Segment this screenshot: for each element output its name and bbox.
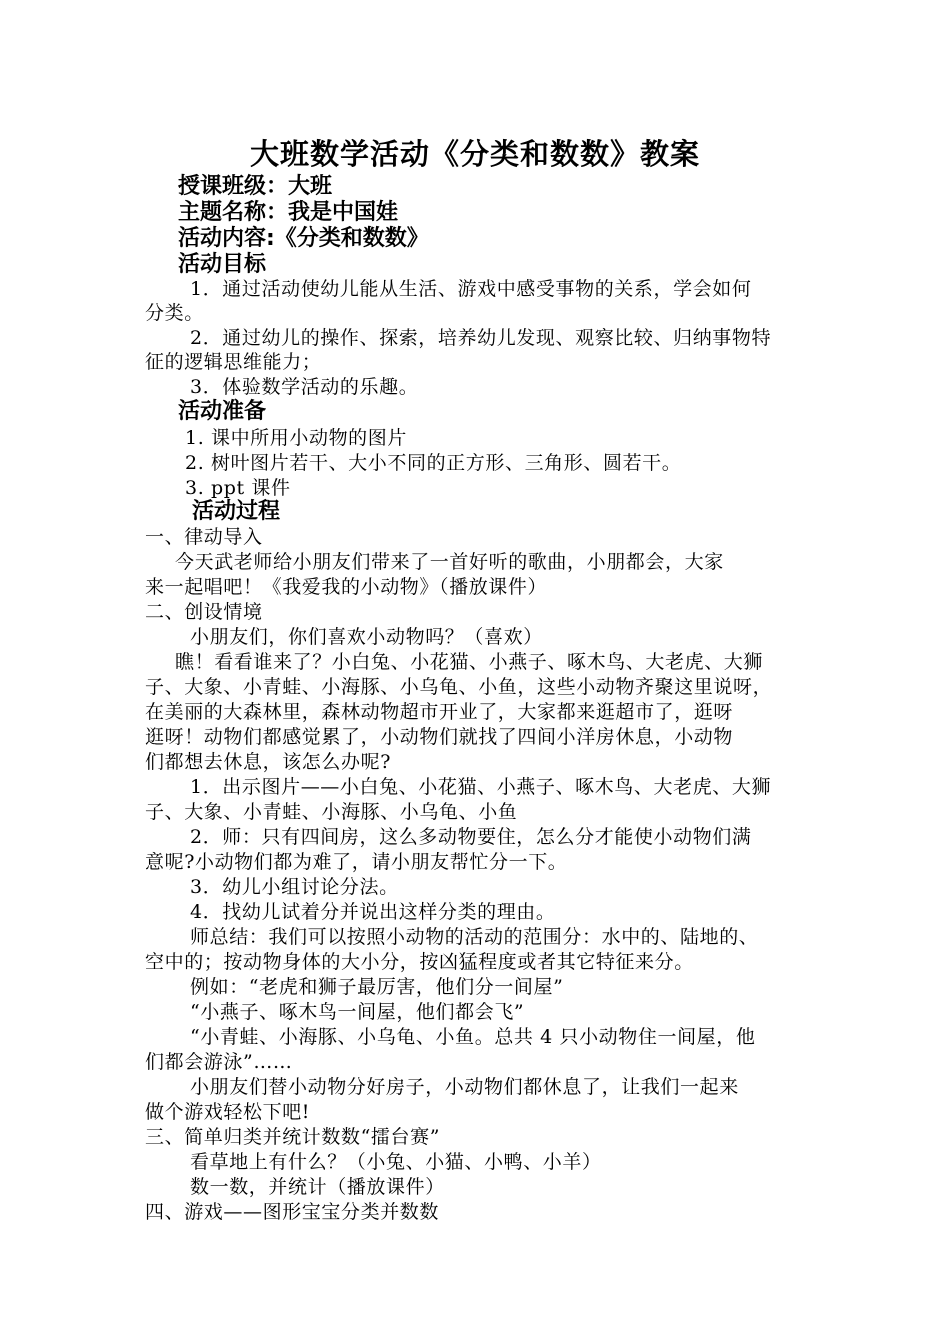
process-line: 看草地上有什么？（小兔、小猫、小鸭、小羊） [190, 1151, 602, 1173]
section-heading: 三、简单归类并统计数数“擂台赛” [145, 1126, 441, 1148]
section-heading: 二、创设情境 [145, 601, 263, 623]
process-line: 2．师：只有四间房，这么多动物要住，怎么分才能使小动物们满 [190, 826, 752, 848]
process-heading: 活动过程 [192, 499, 281, 524]
theme-info: 主题名称：我是中国娃 [178, 200, 399, 225]
goal-line: 2．通过幼儿的操作、探索，培养幼儿发现、观察比较、归纳事物特 [190, 327, 772, 349]
prep-line: 1. 课中所用小动物的图片 [185, 427, 407, 449]
process-line: 小朋友们替小动物分好房子，小动物们都休息了，让我们一起来 [190, 1076, 739, 1098]
process-line: 在美丽的大森林里，森林动物超市开业了，大家都来逛超市了，逛呀 [145, 701, 734, 723]
goal-line: 1．通过活动使幼儿能从生活、游戏中感受事物的关系，学会如何 [190, 278, 752, 300]
process-line: 瞧！看看谁来了？小白兔、小花猫、小燕子、啄木鸟、大老虎、大狮 [175, 651, 764, 673]
process-line: 空中的；按动物身体的大小分，按凶猛程度或者其它特征来分。 [145, 951, 694, 973]
content-info: 活动内容:《分类和数数》 [178, 226, 429, 251]
process-line: 来一起唱吧！《我爱我的小动物》（播放课件） [145, 576, 548, 598]
process-line: 小朋友们，你们喜欢小动物吗？（喜欢） [190, 626, 543, 648]
document-title: 大班数学活动《分类和数数》教案 [249, 137, 700, 171]
process-line: 意呢?小动物们都为难了，请小朋友帮忙分一下。 [145, 851, 568, 873]
process-line: 3．幼儿小组讨论分法。 [190, 876, 399, 898]
goal-line: 征的逻辑思维能力； [145, 351, 322, 373]
process-line: 们都会游泳”…… [145, 1051, 293, 1073]
prep-line: 2. 树叶图片若干、大小不同的正方形、三角形、圆若干。 [185, 452, 682, 474]
process-line: 师总结：我们可以按照小动物的活动的范围分：水中的、陆地的、 [190, 926, 759, 948]
process-line: 们都想去休息，该怎么办呢? [145, 751, 391, 773]
process-line: “小燕子、啄木鸟一间屋，他们都会飞” [190, 1001, 525, 1023]
class-info: 授课班级：大班 [178, 174, 333, 199]
process-line: 做个游戏轻松下吧! [145, 1101, 311, 1123]
process-line: 子、大象、小青蛙、小海豚、小乌龟、小鱼 [145, 801, 518, 823]
process-line: 逛呀！动物们都感觉累了，小动物们就找了四间小洋房休息，小动物 [145, 726, 734, 748]
process-line: 子、大象、小青蛙、小海豚、小乌龟、小鱼，这些小动物齐聚这里说呀， [145, 676, 773, 698]
process-line: 数一数，并统计（播放课件） [190, 1176, 445, 1198]
process-line: 1．出示图片——小白兔、小花猫、小燕子、啄木鸟、大老虎、大狮 [190, 776, 772, 798]
goal-line: 分类。 [145, 302, 204, 324]
goals-heading: 活动目标 [178, 252, 267, 277]
process-line: “小青蛙、小海豚、小乌龟、小鱼。总共 4 只小动物住一间屋，他 [190, 1026, 756, 1048]
process-line: 4．找幼儿试着分并说出这样分类的理由。 [190, 901, 556, 923]
section-heading: 四、游戏——图形宝宝分类并数数 [145, 1201, 440, 1223]
prep-heading: 活动准备 [178, 399, 267, 424]
goal-line: 3．体验数学活动的乐趣。 [190, 376, 419, 398]
process-line: 例如：“老虎和狮子最厉害，他们分一间屋” [190, 976, 564, 998]
process-line: 今天武老师给小朋友们带来了一首好听的歌曲，小朋都会，大家 [175, 551, 724, 573]
prep-line: 3. ppt 课件 [185, 477, 291, 499]
section-heading: 一、律动导入 [145, 526, 263, 548]
